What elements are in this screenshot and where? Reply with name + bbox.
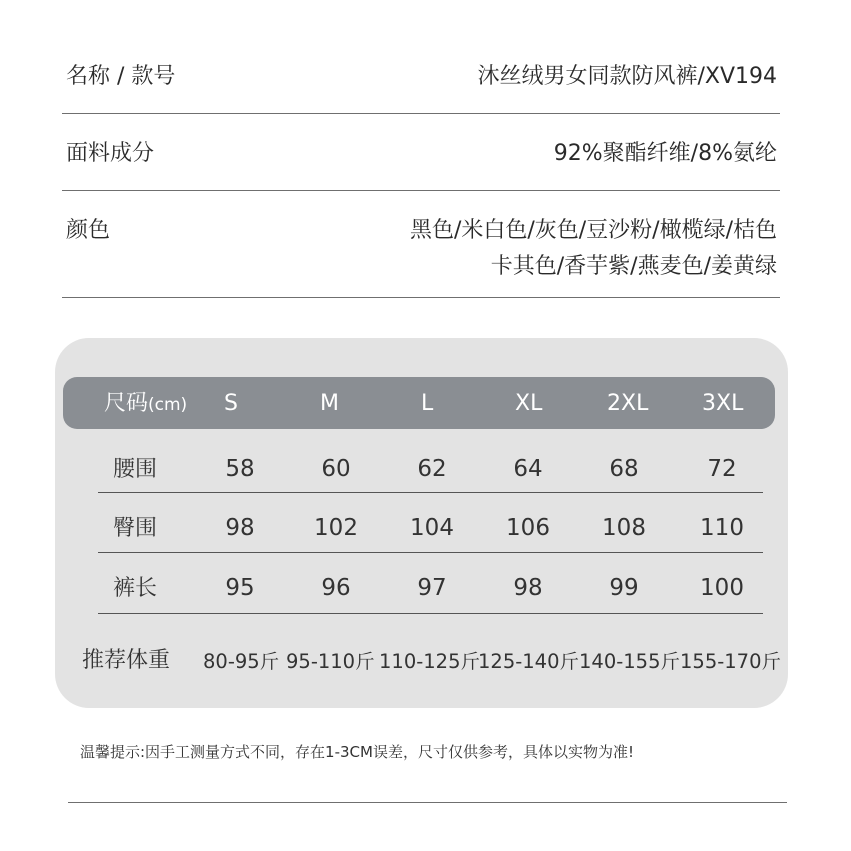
table-cell: 98 (513, 575, 543, 601)
color-label: 颜色 (66, 218, 111, 243)
color-row (62, 212, 780, 288)
size-2xl: 2XL (607, 391, 649, 416)
size-l: L (421, 391, 434, 416)
size-header-label (104, 391, 187, 418)
table-cell: 100 (700, 575, 744, 601)
table-cell: 96 (321, 575, 351, 601)
table-cell: 58 (225, 456, 255, 482)
color-value-line2: 卡其色/香芋紫/燕麦色/姜黄绿 (490, 254, 777, 279)
table-cell: 106 (506, 515, 550, 541)
size-3xl: 3XL (702, 391, 744, 416)
size-header-unit: (cm) (148, 395, 188, 415)
size-header-text: 尺码 (104, 391, 149, 416)
weight-cell: 155-170斤 (680, 650, 781, 673)
row-divider (98, 492, 763, 493)
fabric-value: 92%聚酯纤维/8%氨纶 (553, 141, 777, 166)
row-divider (98, 552, 763, 553)
measurement-note: 温馨提示:因手工测量方式不同，存在1-3CM误差，尺寸仅供参考，具体以实物为准! (80, 743, 634, 761)
table-cell: 97 (417, 575, 447, 601)
length-label: 裤长 (112, 576, 157, 601)
weight-cell: 95-110斤 (286, 650, 375, 673)
table-cell: 102 (314, 515, 358, 541)
table-cell: 95 (225, 575, 255, 601)
weight-cell: 140-155斤 (579, 650, 680, 673)
product-name-value: 沐丝绒男女同款防风裤/XV194 (477, 64, 777, 89)
divider (62, 190, 780, 191)
table-cell: 104 (410, 515, 454, 541)
hip-label: 臀围 (112, 516, 157, 541)
fabric-row (62, 135, 780, 173)
weight-label: 推荐体重 (82, 648, 171, 673)
product-name-label: 名称 / 款号 (66, 64, 176, 89)
bottom-divider (68, 802, 787, 803)
table-cell: 60 (321, 456, 351, 482)
weight-cell: 110-125斤 (379, 650, 480, 673)
divider (62, 297, 780, 298)
row-divider (98, 613, 763, 614)
table-cell: 110 (700, 515, 744, 541)
table-cell: 62 (417, 456, 447, 482)
table-cell: 108 (602, 515, 646, 541)
size-xl: XL (515, 391, 543, 416)
table-cell: 72 (707, 456, 737, 482)
fabric-label: 面料成分 (66, 141, 155, 166)
divider (62, 113, 780, 114)
size-s: S (224, 391, 238, 416)
weight-cell: 80-95斤 (203, 650, 280, 673)
size-m: M (320, 391, 339, 416)
table-cell: 64 (513, 456, 543, 482)
product-name-row (62, 58, 780, 96)
table-cell: 99 (609, 575, 639, 601)
color-value-line1: 黑色/米白色/灰色/豆沙粉/橄榄绿/桔色 (409, 218, 777, 243)
waist-label: 腰围 (112, 457, 157, 482)
table-cell: 98 (225, 515, 255, 541)
weight-cell: 125-140斤 (478, 650, 579, 673)
table-cell: 68 (609, 456, 639, 482)
